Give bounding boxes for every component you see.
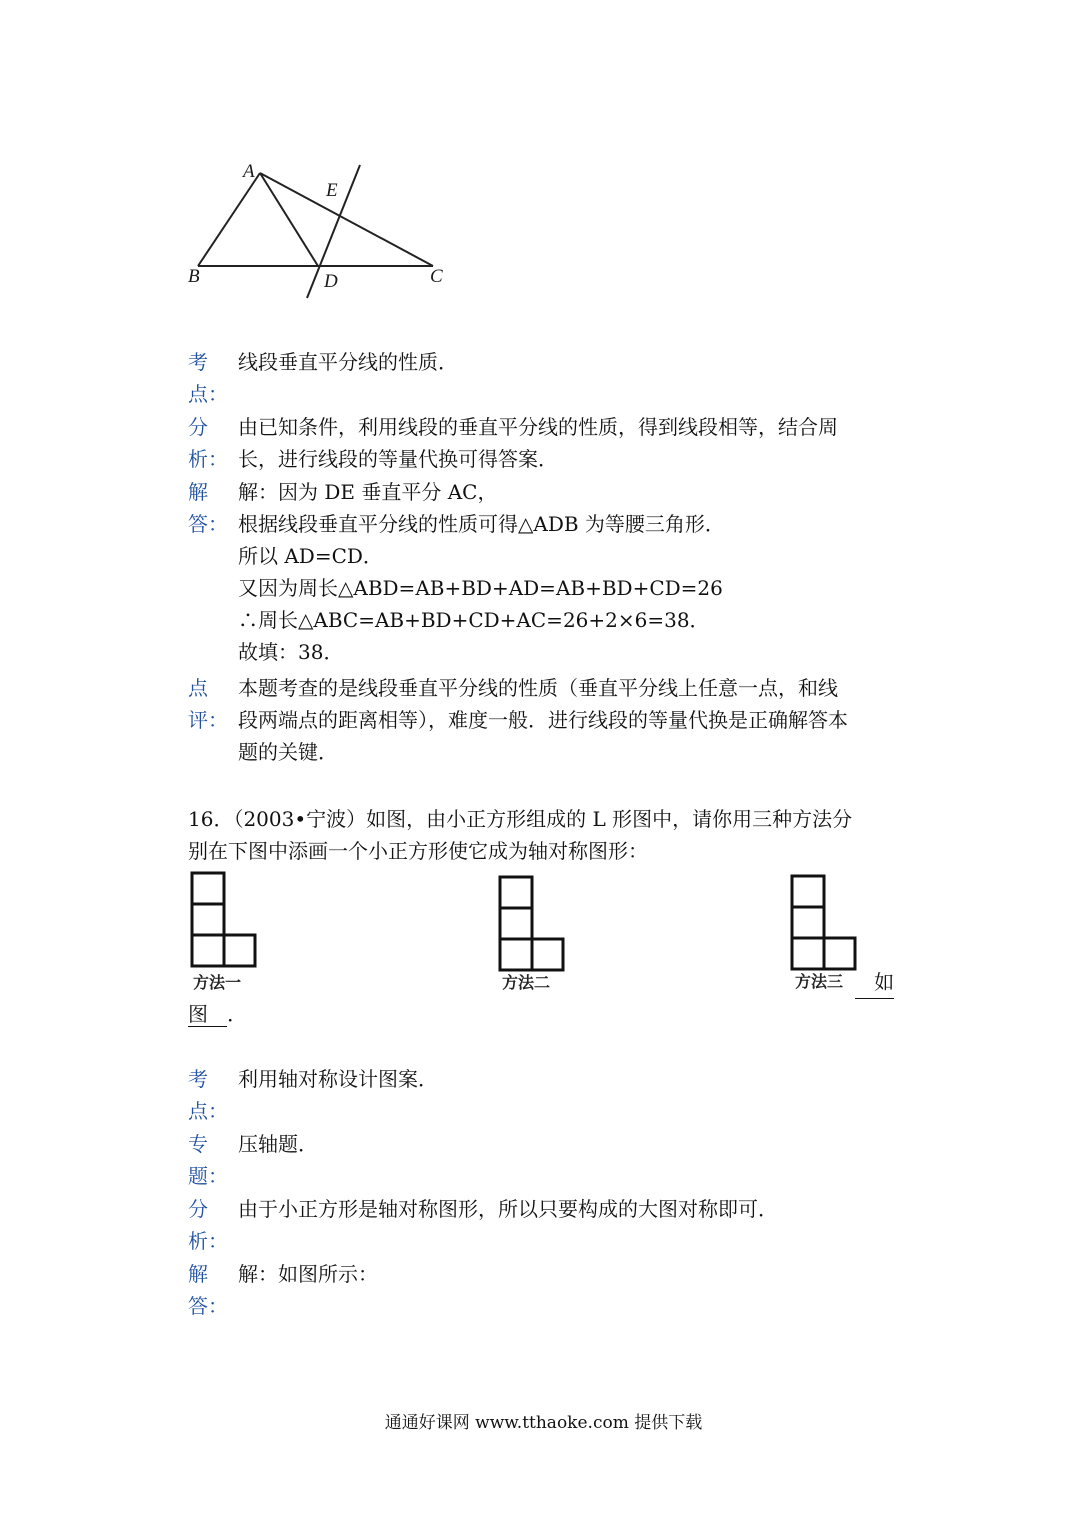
section-label: 点 评： <box>188 676 228 732</box>
q16-stem-line1: 16．（2003•宁波）如图，由小正方形组成的 L 形图中，请你用三种方法分 <box>188 807 853 831</box>
label-d: D <box>324 271 338 292</box>
section-label: 考 点： <box>188 350 228 406</box>
caption-method-3: 方法三 <box>795 972 844 991</box>
answer-blank-part1: 如 <box>855 966 894 999</box>
label-b: B <box>188 266 200 287</box>
l-shape-figure-2 <box>497 874 567 974</box>
page-footer: 通通好课网 www.tthaoke.com 提供下载 <box>384 1413 703 1433</box>
caption-method-1: 方法一 <box>193 973 242 992</box>
section-label: 解 答： <box>188 1262 228 1318</box>
l-shape-figure-1 <box>189 870 259 970</box>
label-e: E <box>326 180 338 201</box>
caption-method-2: 方法二 <box>502 973 551 992</box>
section-label: 分 析： <box>188 1197 228 1253</box>
section-label: 考 点： <box>188 1067 228 1123</box>
segment-ab <box>198 173 260 266</box>
section-label: 分 析： <box>188 415 228 471</box>
label-c: C <box>430 266 443 287</box>
l-shape-figure-3 <box>789 873 859 973</box>
section-label: 解 答： <box>188 480 228 536</box>
segment-ac <box>260 173 433 266</box>
answer-blank-part2: 图 ． <box>188 1002 248 1026</box>
triangle-figure <box>180 155 460 305</box>
section-label: 专 题： <box>188 1132 228 1188</box>
q16-stem-line2: 别在下图中添画一个小正方形使它成为轴对称图形： <box>188 839 648 863</box>
label-a: A <box>243 161 255 182</box>
segment-ad <box>260 173 318 266</box>
